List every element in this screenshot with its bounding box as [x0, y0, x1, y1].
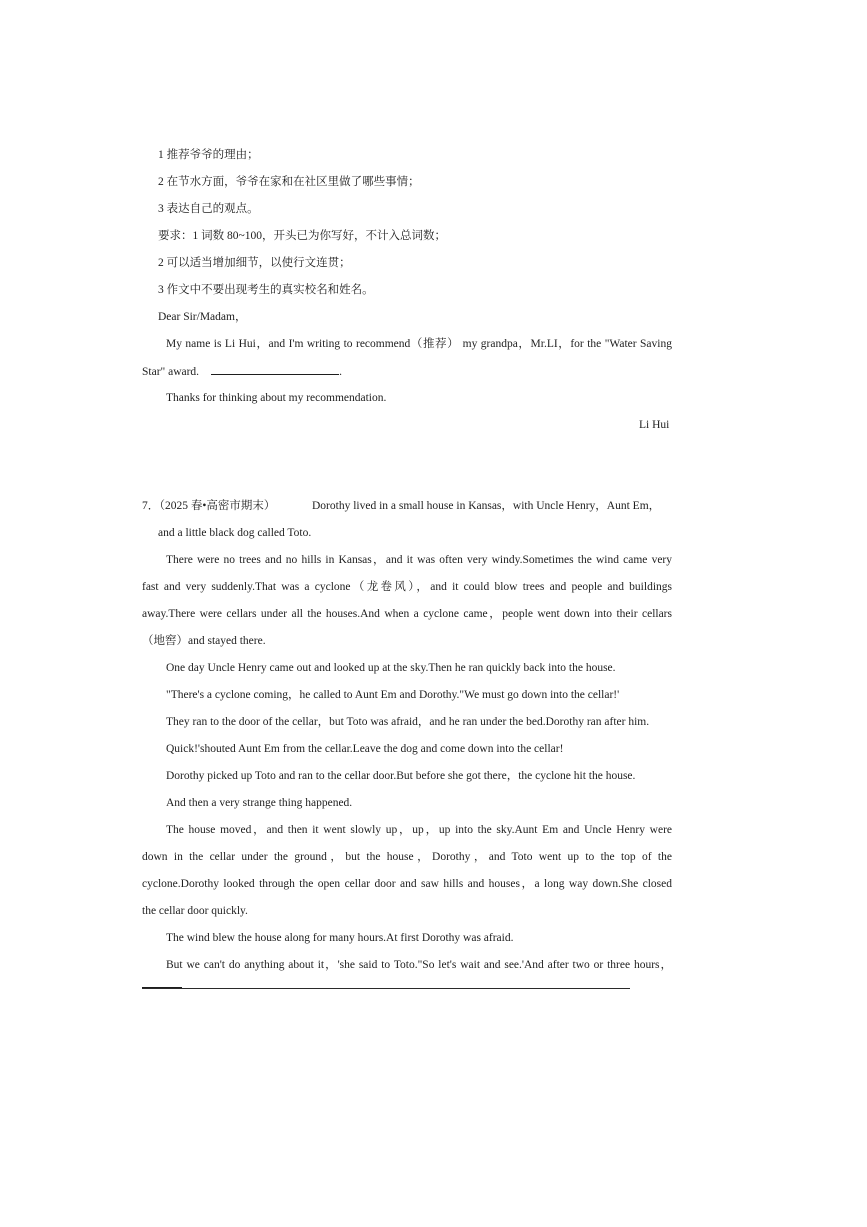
- letter-body-line-2: [142, 364, 342, 379]
- passage-line: down in the cellar under the ground，but the house，Dorothy，and Toto went up to the top of the: [142, 851, 672, 863]
- passage-line: One day Uncle Henry came out and looked up at the sky.Then he ran quickly back into the house.: [166, 662, 616, 674]
- passage-line: "There's a cyclone coming，he called to Aunt Em and Dorothy."We must go down into the cellar!': [166, 689, 620, 701]
- passage-line: They ran to the door of the cellar，but Toto was afraid，and he ran under the bed.Dorothy ran after him.: [166, 716, 650, 728]
- rule-1: 要求：1 词数 80~100，开头已为你写好，不计入总词数；: [158, 230, 446, 242]
- passage-line: But we can't do anything about it，'she said to Toto."So let's wait and see.'And after two or three hours，: [166, 959, 672, 971]
- passage-line: （地窖）and stayed there.: [142, 635, 266, 647]
- passage-line: Quick!'shouted Aunt Em from the cellar.Leave the dog and come down into the cellar!: [166, 743, 564, 755]
- question-number: 7．（2025 春•高密市期末）: [142, 500, 276, 512]
- requirement-1: 1 推荐爷爷的理由；: [158, 149, 259, 161]
- passage-line: away.There were cellars under all the houses.And when a cyclone came，people went down into their cellars: [142, 608, 672, 620]
- blank-period: .: [339, 366, 342, 378]
- passage-line: fast and very suddenly.That was a cyclone（龙卷风），and it could blow trees and people and buildings: [142, 581, 672, 593]
- answer-blank[interactable]: [211, 364, 339, 375]
- passage-intro: Dorothy lived in a small house in Kansas，with Uncle Henry，Aunt Em，: [312, 500, 661, 512]
- passage-line: There were no trees and no hills in Kansas，and it was often very windy.Sometimes the wind came very: [166, 554, 672, 566]
- letter-thanks: Thanks for thinking about my recommendation.: [166, 392, 387, 404]
- letter-greeting: Dear Sir/Madam，: [158, 311, 247, 323]
- passage-line: Dorothy picked up Toto and ran to the cellar door.But before she got there，the cyclone hit the house.: [166, 770, 636, 782]
- rule-3: 3 作文中不要出现考生的真实校名和姓名。: [158, 284, 374, 296]
- requirement-2: 2 在节水方面，爷爷在家和在社区里做了哪些事情；: [158, 176, 420, 188]
- requirement-3: 3 表达自己的观点。: [158, 203, 259, 215]
- passage-line: cyclone.Dorothy looked through the open cellar door and saw hills and houses，a long way down.She closed: [142, 878, 672, 890]
- passage-line: and a little black dog called Toto.: [158, 527, 312, 539]
- footer-rule: [142, 988, 630, 989]
- passage-line: the cellar door quickly.: [142, 905, 248, 917]
- rule-2: 2 可以适当增加细节，以使行文连贯；: [158, 257, 351, 269]
- passage-line: The wind blew the house along for many hours.At first Dorothy was afraid.: [166, 932, 514, 944]
- letter-signature: Li Hui: [639, 419, 670, 431]
- letter-body-line-1: My name is Li Hui，and I'm writing to recommend（推荐） my grandpa，Mr.LI，for the "Water Saving: [166, 338, 672, 350]
- passage-line: And then a very strange thing happened.: [166, 797, 353, 809]
- letter-body-text: Star" award.: [142, 366, 200, 378]
- passage-line: The house moved，and then it went slowly up，up，up into the sky.Aunt Em and Uncle Henry were: [166, 824, 672, 836]
